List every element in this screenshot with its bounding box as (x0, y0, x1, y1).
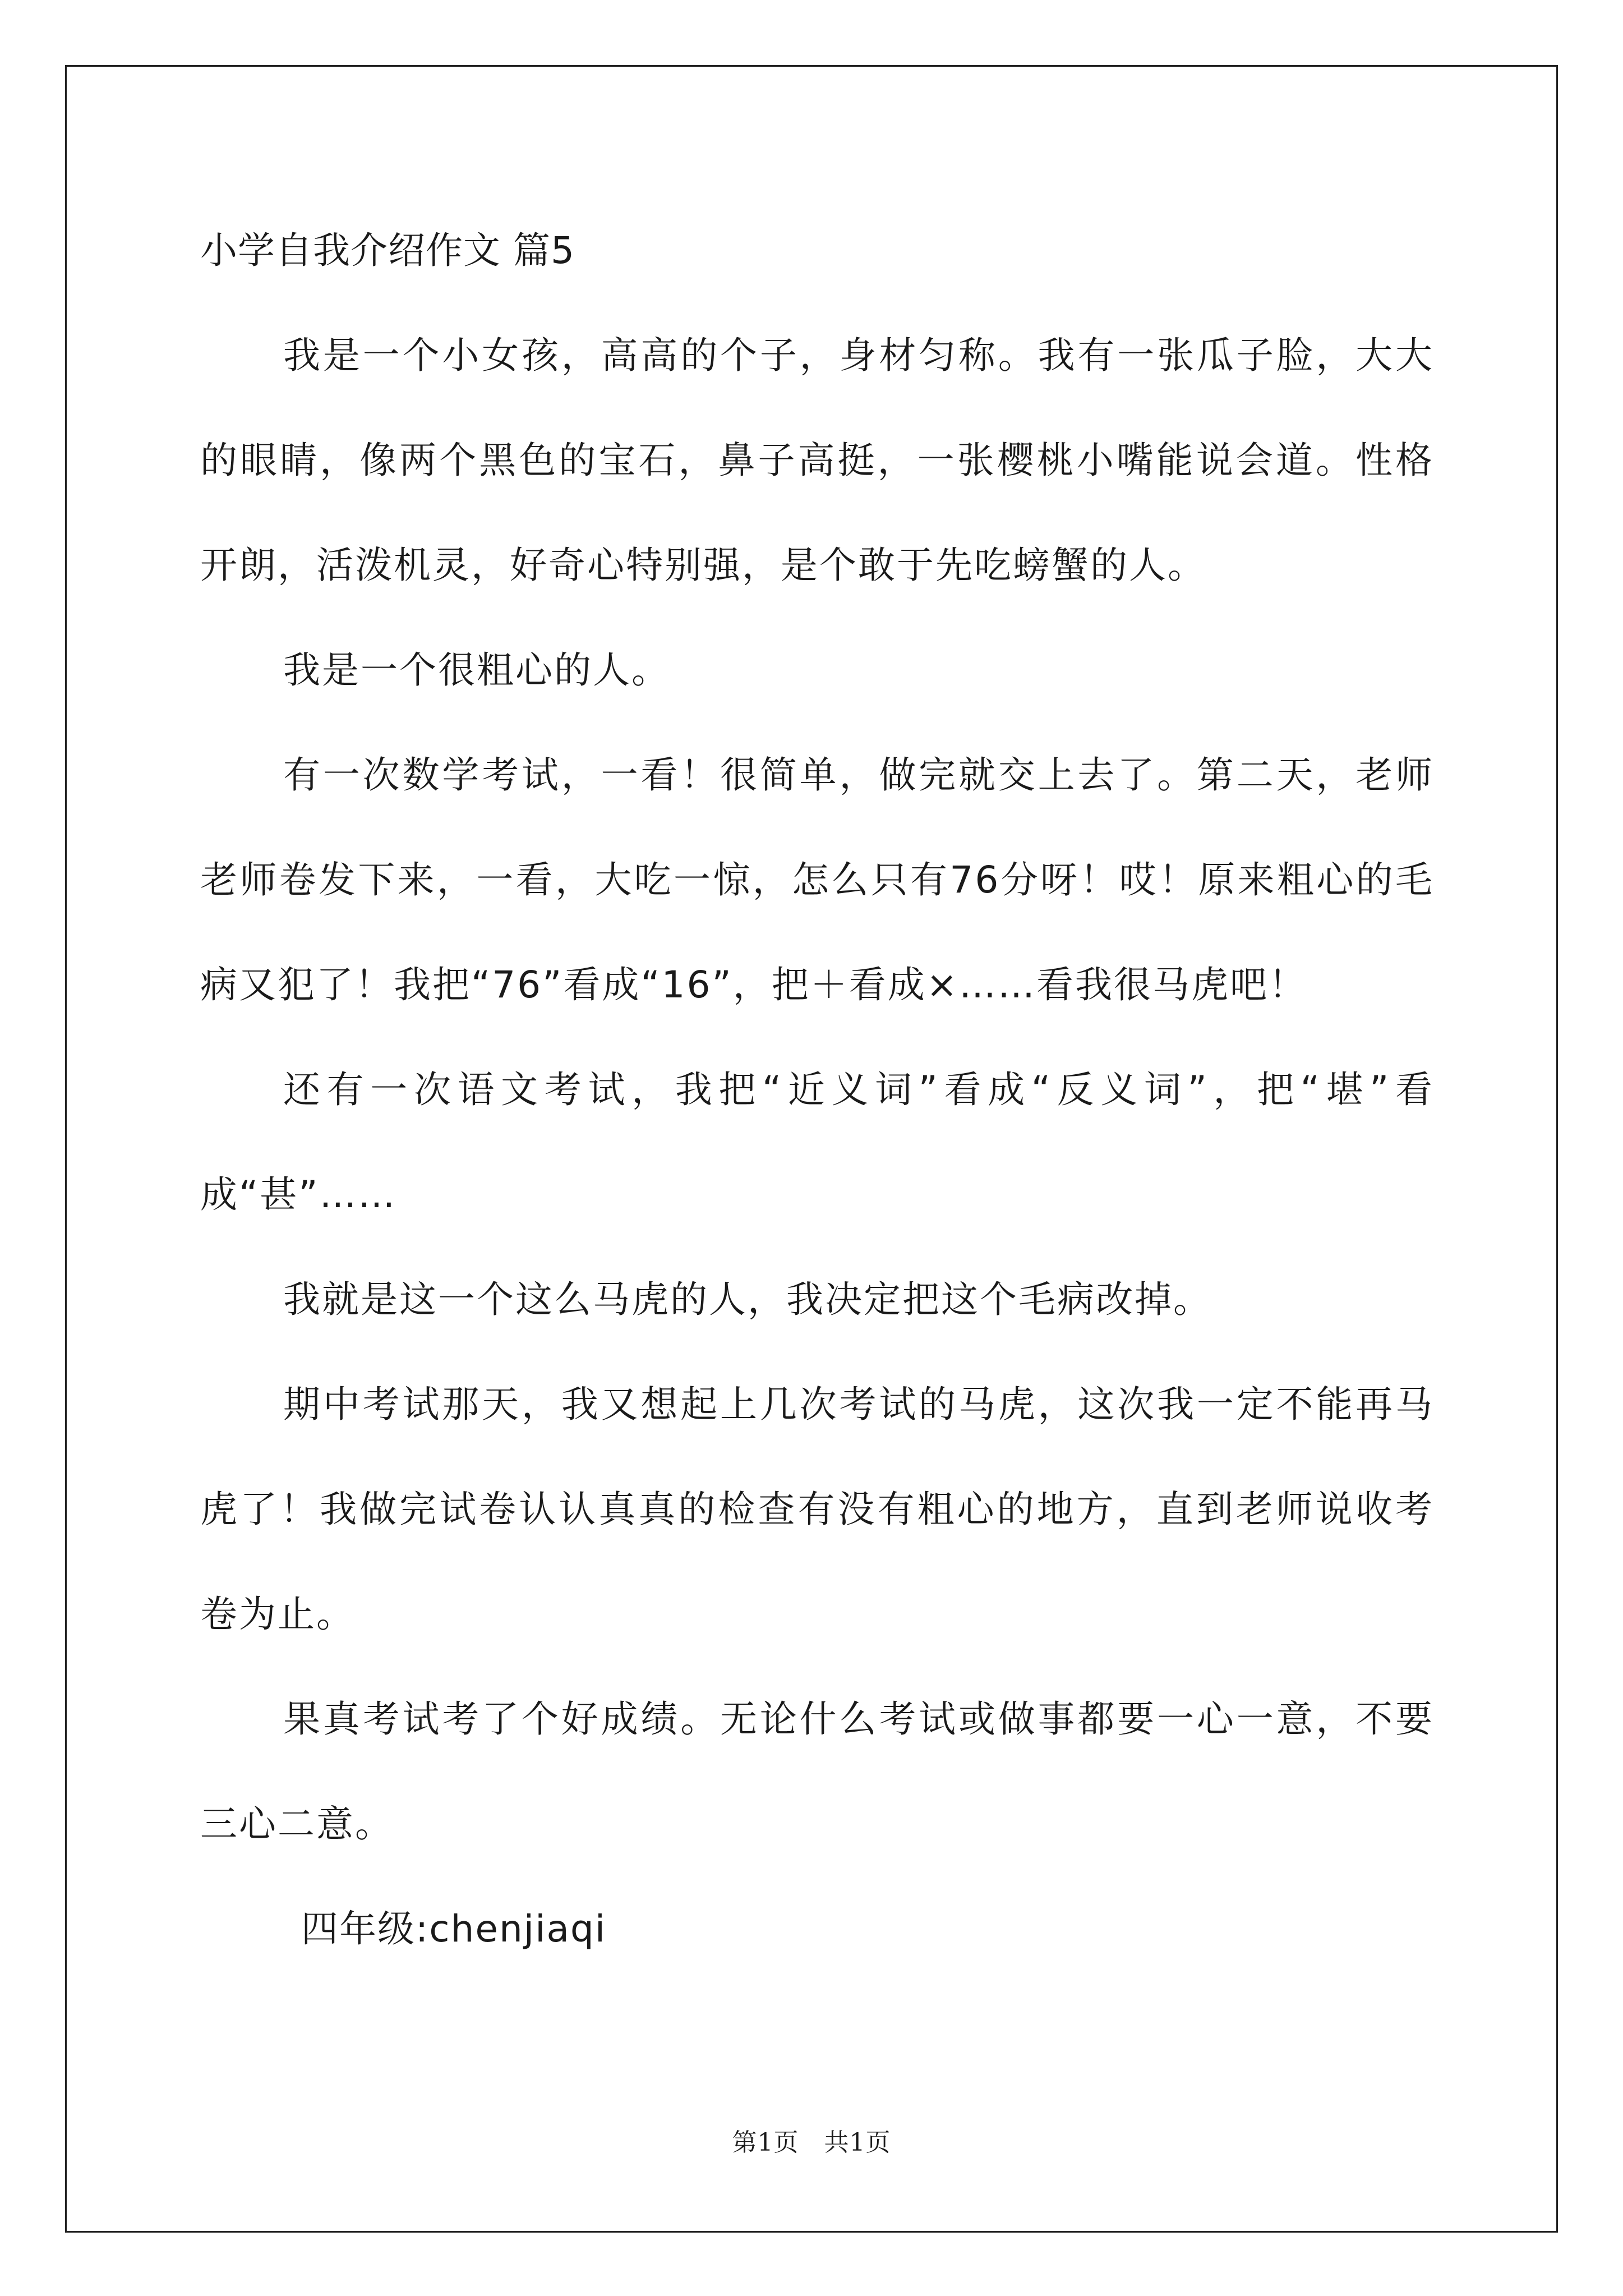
paragraph: 我就是这一个这么马虎的人，我决定把这个毛病改掉。 (283, 1278, 1212, 1321)
author-signature: 四年级:chenjiaqi (301, 1907, 607, 1950)
paragraph: 还有一次语文考试，我把“近义词”看成“反义词”，把“堪”看成“甚”…… (200, 1068, 1434, 1216)
paragraph: 我是一个很粗心的人。 (283, 648, 670, 692)
paragraph: 果真考试考了个好成绩。无论什么考试或做事都要一心一意，不要三心二意。 (200, 1697, 1434, 1846)
document-title: 小学自我介绍作文 篇5 (200, 229, 575, 272)
page-number: 第1页 共1页 (732, 2128, 891, 2157)
paragraph: 我是一个小女孩，高高的个子，身材匀称。我有一张瓜子脸，大大的眼睛，像两个黑色的宝石，鼻子高挺，一张樱桃小嘴能说会道。性格开朗，活泼机灵，好奇心特别强，是个敢于先吃螃蟹的人。 (200, 334, 1434, 587)
paragraph: 期中考试那天，我又想起上几次考试的马虎，这次我一定不能再马虎了！我做完试卷认认真真的检查有没有粗心的地方，直到老师说收考卷为止。 (200, 1383, 1434, 1636)
document-body (200, 222, 1434, 1981)
paragraph: 有一次数学考试，一看！很简单，做完就交上去了。第二天，老师老师卷发下来，一看，大吃一惊，怎么只有76分呀！哎！原来粗心的毛病又犯了！我把“76”看成“16”，把＋看成×……看我很马虎吧！ (200, 753, 1434, 1006)
